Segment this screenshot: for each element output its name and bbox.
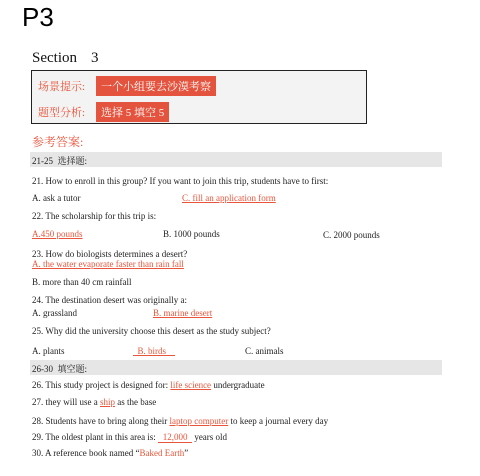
question-26 — [32, 380, 265, 390]
q23-option-a-answer: A. the water evaporate faster than rain fall — [32, 259, 184, 269]
question-21: 21. How to enroll in this group? If you want to join this trip, students have to first: — [32, 176, 329, 186]
question-27 — [32, 397, 156, 407]
q26-text: 26. This study project is designed for: — [32, 380, 169, 390]
q30-text: 30. A reference book named “ — [32, 448, 140, 458]
question-30 — [32, 448, 188, 458]
q25-option-c: C. animals — [245, 346, 284, 356]
q21-option-c-answer: C. fill an application form — [182, 193, 276, 203]
q30-text-after: ” — [184, 448, 189, 458]
q25-option-a: A. plants — [32, 346, 65, 356]
section-number: 3 — [91, 50, 99, 66]
q29-answer: 12,000 — [158, 432, 192, 443]
question-type-value: 选择 5 填空 5 — [96, 102, 169, 122]
question-24: 24. The destination desert was originally a: — [32, 295, 188, 305]
q27-answer: ship — [100, 397, 116, 407]
q25-option-b-answer — [133, 346, 175, 356]
question-28 — [32, 416, 328, 426]
q29-text: 29. The oldest plant in this area is: — [32, 432, 156, 442]
answers-heading: 参考答案: — [32, 135, 84, 149]
q30-answer: Baked Earth — [139, 448, 185, 458]
q26-answer: life science — [170, 380, 212, 390]
q27-text-after: as the base — [117, 397, 157, 407]
q24-option-a: A. grassland — [32, 308, 77, 318]
q22-option-c: C. 2000 pounds — [323, 230, 380, 240]
q22-option-b: B. 1000 pounds — [163, 229, 220, 239]
part1-title: 选择题: — [57, 156, 88, 166]
section-heading — [32, 50, 99, 67]
q27-text: 27. they will use a — [32, 397, 98, 407]
question-23: 23. How do biologists determines a desert? — [32, 249, 188, 259]
part2-heading — [32, 362, 87, 375]
question-22: 22. The scholarship for this trip is: — [32, 211, 157, 221]
scene-label: 场景提示: — [38, 81, 86, 93]
q22-option-a-answer: A.450 pounds — [32, 229, 83, 239]
question-29 — [32, 432, 227, 443]
question-type-label: 题型分析: — [38, 107, 86, 119]
q28-text-after: to keep a journal every day — [230, 416, 329, 426]
scene-value: 一个小组要去沙漠考察 — [96, 76, 216, 96]
part1-range: 21-25 — [32, 156, 53, 166]
question-25: 25. Why did the university choose this desert as the study subject? — [32, 326, 271, 336]
q24-option-b-answer: B. marine desert — [153, 308, 213, 318]
part2-bar — [30, 360, 442, 375]
q28-text: 28. Students have to bring along their — [32, 416, 168, 426]
part1-bar — [30, 152, 442, 167]
q25-option-b-text: B. birds — [137, 346, 167, 356]
part1-heading — [32, 154, 87, 167]
q28-answer: laptop computer — [169, 416, 229, 426]
q26-text-after: undergraduate — [213, 380, 265, 390]
q29-text-after: years old — [194, 432, 228, 442]
scene-box — [31, 70, 367, 124]
part2-range: 26-30 — [32, 364, 53, 374]
section-label: Section — [32, 50, 77, 66]
q21-option-a: A. ask a tutor — [32, 193, 81, 203]
part2-title: 填空题: — [57, 364, 88, 374]
q23-option-b: B. more than 40 cm rainfall — [32, 277, 132, 287]
page-title: P3 — [22, 2, 54, 32]
